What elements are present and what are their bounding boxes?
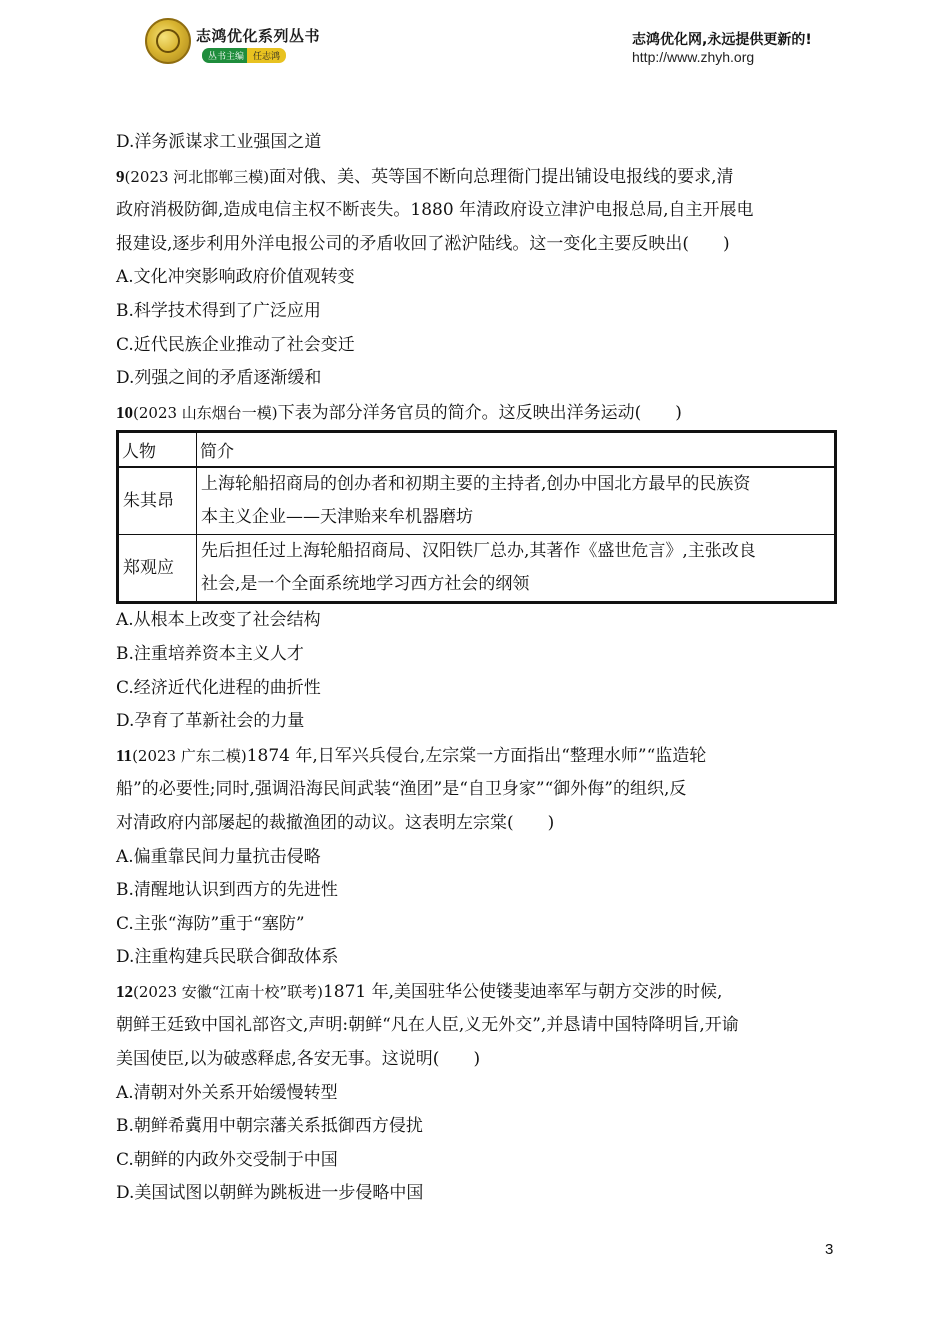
table-header-person: 人物 [118, 432, 197, 468]
q12-option-a: A.清朝对外关系开始缓慢转型 [116, 1082, 338, 1103]
table-header-row [118, 432, 836, 468]
q11-stem-line-1: 11(2023 广东二模)1874 年,日军兴兵侵台,左宗棠一方面指出“整理水师”“监造轮 [116, 745, 707, 766]
q9-stem-line-1: 9(2023 河北邯郸三模)面对俄、美、英等国不断向总理衙门提出铺设电报线的要求,清 [116, 166, 734, 187]
table-cell-person: 郑观应 [118, 535, 197, 603]
editor-name: 任志鸿 [247, 48, 286, 63]
q9-stem-line-2: 政府消极防御,造成电信主权不断丧失。1880 年清政府设立津沪电报总局,自主开展电 [116, 200, 754, 221]
question-11 [116, 739, 836, 975]
editor-label: 丛书主编 [202, 48, 250, 63]
official-intro-table [116, 430, 837, 604]
question-9 [116, 160, 836, 396]
question-10 [116, 396, 836, 739]
q10-option-a: A.从根本上改变了社会结构 [116, 610, 321, 631]
series-title: 志鸿优化系列丛书 [196, 27, 321, 45]
q12-stem-line-2: 朝鲜王廷致中国礼部咨文,声明:朝鲜“凡在人臣,义无外交”,并恳请中国特降明旨,开谕 [116, 1015, 739, 1036]
q11-option-c: C.主张“海防”重于“塞防” [116, 913, 305, 934]
site-url[interactable]: http://www.zhyh.org [632, 49, 755, 65]
q11-option-a: A.偏重靠民间力量抗击侵略 [116, 846, 321, 867]
q11-source: (2023 广东二模) [132, 746, 247, 765]
q10-stem: 10(2023 山东烟台一模)下表为部分洋务官员的简介。这反映出洋务运动( ) [116, 402, 682, 423]
table-row [118, 535, 836, 603]
q10-source: (2023 山东烟台一模) [133, 403, 278, 422]
q9-number: 9 [116, 166, 125, 186]
q12-option-b: B.朝鲜希冀用中朝宗藩关系抵御西方侵扰 [116, 1116, 423, 1137]
question-content [116, 126, 836, 1211]
q10-option-c: C.经济近代化进程的曲折性 [116, 677, 321, 698]
table-cell-intro: 先后担任过上海轮船招商局、汉阳铁厂总办,其著作《盛世危言》,主张改良 社会,是一个全面系统地学习西方社会的纲领 [197, 535, 836, 603]
q10-number: 10 [116, 402, 133, 422]
q12-stem-line-1: 12(2023 安徽“江南十校”联考)1871 年,美国驻华公使镂斐迪率军与朝方交涉的时候, [116, 981, 723, 1002]
q9-stem-line-3: 报建设,逐步利用外洋电报公司的矛盾收回了淞沪陆线。这一变化主要反映出( ) [116, 233, 730, 254]
q11-stem-line-3: 对清政府内部屡起的裁撤渔团的动议。这表明左宗棠( ) [116, 812, 555, 833]
editor-badge [202, 48, 286, 63]
table-row [118, 467, 836, 535]
q12-option-c: C.朝鲜的内政外交受制于中国 [116, 1149, 338, 1170]
page-header [0, 0, 950, 80]
q11-option-b: B.清醒地认识到西方的先进性 [116, 880, 338, 901]
table-cell-intro: 上海轮船招商局的创办者和初期主要的主持者,创办中国北方最早的民族资 本主义企业——天津贻来牟机器磨坊 [197, 467, 836, 535]
q11-option-d: D.注重构建兵民联合御敌体系 [116, 947, 339, 968]
q12-option-d: D.美国试图以朝鲜为跳板进一步侵略中国 [116, 1183, 424, 1204]
series-logo-icon [145, 18, 191, 64]
site-slogan: 志鸿优化网,永远提供更新的! [632, 32, 812, 48]
q9-option-b: B.科学技术得到了广泛应用 [116, 300, 321, 321]
q9-option-d: D.列强之间的矛盾逐渐缓和 [116, 368, 322, 389]
q10-option-b: B.注重培养资本主义人才 [116, 643, 304, 664]
q12-source: (2023 安徽“江南十校”联考) [133, 982, 323, 1001]
page-number: 3 [825, 1241, 834, 1258]
q12-number: 12 [116, 981, 133, 1001]
table-cell-person: 朱其昂 [118, 467, 197, 535]
question-12 [116, 975, 836, 1211]
table-header-intro: 简介 [197, 432, 836, 468]
q8-option-d: D.洋务派谋求工业强国之道 [116, 132, 322, 152]
q9-source: (2023 河北邯郸三模) [124, 167, 270, 186]
q12-stem-line-3: 美国使臣,以为破惑释虑,各安无事。这说明( ) [116, 1049, 481, 1070]
q11-number: 11 [116, 745, 133, 765]
q9-option-a: A.文化冲突影响政府价值观转变 [116, 267, 355, 288]
q10-option-d: D.孕育了革新社会的力量 [116, 711, 305, 732]
q11-stem-line-2: 船”的必要性;同时,强调沿海民间武装“渔团”是“自卫身家”“御外侮”的组织,反 [116, 779, 687, 800]
q9-option-c: C.近代民族企业推动了社会变迁 [116, 334, 355, 355]
